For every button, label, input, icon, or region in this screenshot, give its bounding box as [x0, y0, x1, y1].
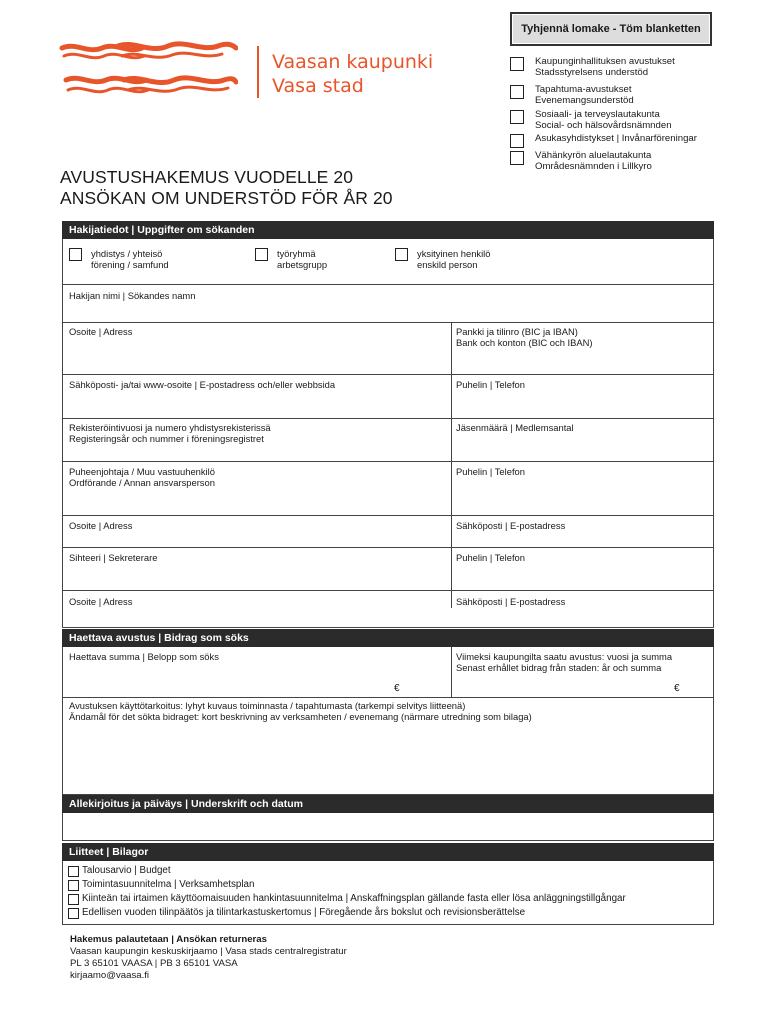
chair-address-field[interactable] [63, 532, 450, 546]
return-postal-address: PL 3 65101 VAASA | PB 3 65101 VASA [70, 958, 238, 969]
bank-label [456, 326, 593, 349]
category-option-social-health[interactable] [510, 109, 730, 131]
checkbox[interactable] [395, 248, 408, 261]
return-email: kirjaamo@vaasa.fi [70, 970, 150, 981]
secretary-email-field[interactable] [452, 608, 713, 626]
category-option-event[interactable] [510, 84, 730, 106]
clear-form-button[interactable] [510, 12, 712, 46]
chair-label-sv: Ordförande / Annan ansvarsperson [69, 477, 215, 489]
logo-divider [257, 46, 259, 98]
row-divider [62, 374, 714, 375]
checkbox[interactable] [68, 866, 79, 877]
amount-field[interactable] [63, 664, 450, 696]
chair-email-field[interactable] [452, 532, 713, 546]
category-label: Evenemangsunderstöd [535, 95, 634, 107]
registry-label [69, 422, 271, 445]
registry-field[interactable] [63, 446, 450, 460]
attachment-label: Edellisen vuoden tilinpäätös ja tilintarkastuskertomus | Föregående års bokslut och revisionsberättelse [82, 907, 526, 918]
secretary-label: Sihteeri | Sekreterare [69, 552, 158, 563]
signature-field[interactable] [63, 813, 713, 840]
purpose-label-fi: Avustuksen käyttötarkoitus: lyhyt kuvaus toiminnasta / tapahtumasta (tarkempi selvitys liitteenä) [69, 700, 466, 711]
applicant-name-label: Hakijan nimi | Sökandes namn [69, 290, 196, 301]
row-divider [62, 284, 714, 285]
checkbox[interactable] [69, 248, 82, 261]
row-divider [62, 461, 714, 462]
row-divider [62, 697, 714, 698]
row-divider [62, 590, 714, 591]
members-field[interactable] [452, 436, 713, 460]
checkbox[interactable] [68, 880, 79, 891]
category-label: Vähänkyrön aluelautakunta [535, 150, 652, 161]
attachment-label: Kiinteän tai irtaimen käyttöomaisuuden hankintasuunnitelma | Anskaffningsplan gällande fasta eller lösa anläggningstillgångar [82, 893, 626, 904]
category-label: Asukasyhdistykset | Invånarföreningar [535, 133, 697, 144]
row-divider [62, 418, 714, 419]
secretary-address-field[interactable] [63, 608, 450, 626]
city-logo-waves-icon [58, 40, 238, 104]
attachment-label: Toimintasuunnitelma | Verksamhetsplan [82, 879, 255, 890]
registry-label-sv: Registeringsår och nummer i föreningsregistret [69, 433, 264, 445]
purpose-label [69, 700, 532, 723]
checkbox[interactable] [510, 85, 524, 99]
phone-field[interactable] [452, 392, 713, 416]
amount-label: Haettava summa | Belopp som söks [69, 651, 219, 662]
checkbox[interactable] [510, 134, 524, 148]
form-title-finnish: AVUSTUSHAKEMUS VUODELLE 20 [60, 167, 354, 187]
attachment-option-acquisition[interactable] [68, 893, 626, 905]
purpose-label-sv: Ändamål för det sökta bidraget: kort beskrivning av verksamheten / evenemang (närmare utredning som bilaga) [69, 711, 532, 723]
category-label: Sosiaali- ja terveyslautakunta [535, 109, 660, 120]
checkbox[interactable] [68, 908, 79, 919]
chair-label [69, 466, 215, 489]
chair-phone-field[interactable] [452, 480, 713, 514]
secretary-field[interactable] [63, 565, 450, 589]
secretary-email-label: Sähköposti | E-postadress [456, 596, 566, 607]
chair-email-label: Sähköposti | E-postadress [456, 520, 566, 531]
checkbox[interactable] [510, 57, 524, 71]
amount-currency: € [394, 683, 400, 694]
last-grant-label-fi: Viimeksi kaupungilta saatu avustus: vuosi ja summa [456, 651, 673, 662]
clear-form-button-label: Tyhjennä lomake - Töm blanketten [521, 23, 701, 35]
applicant-type-association[interactable] [69, 248, 169, 270]
row-divider [62, 322, 714, 323]
applicant-name-field[interactable] [63, 302, 713, 320]
bank-account-field[interactable] [452, 350, 713, 372]
applicant-type-label: enskild person [417, 259, 478, 271]
checkbox[interactable] [68, 894, 79, 905]
last-grant-currency: € [674, 683, 680, 694]
category-label: Tapahtuma-avustukset [535, 84, 632, 95]
members-label: Jäsenmäärä | Medlemsantal [456, 422, 574, 433]
section-heading-grant: Haettava avustus | Bidrag som söks [62, 629, 714, 647]
row-divider [62, 515, 714, 516]
applicant-type-label: förening / samfund [91, 259, 169, 271]
category-label: Områdesnämnden i Lillkyro [535, 161, 652, 173]
bank-label-sv: Bank och konton (BIC och IBAN) [456, 337, 593, 349]
category-label: Social- och hälsovårdsnämnden [535, 120, 672, 132]
section-heading-signature: Allekirjoitus ja päiväys | Underskrift och datum [62, 795, 714, 813]
logo-text-swedish: Vasa stad [272, 75, 364, 97]
category-label: Kaupunginhallituksen avustukset [535, 56, 675, 67]
attachment-option-plan[interactable] [68, 879, 254, 891]
row-divider [62, 547, 714, 548]
chair-label-fi: Puheenjohtaja / Muu vastuuhenkilö [69, 466, 215, 477]
form-title-swedish: ANSÖKAN OM UNDERSTÖD FÖR ÅR 20 [60, 188, 393, 208]
logo-text-finnish: Vaasan kaupunki [272, 51, 434, 73]
checkbox[interactable] [510, 151, 524, 165]
secretary-address-label: Osoite | Adress [69, 596, 133, 607]
section-heading-applicant: Hakijatiedot | Uppgifter om sökanden [62, 221, 714, 239]
section-heading-attachments: Liitteet | Bilagor [62, 843, 714, 861]
phone-label: Puhelin | Telefon [456, 379, 525, 390]
address-field[interactable] [63, 338, 450, 372]
bank-label-fi: Pankki ja tilinro (BIC ja IBAN) [456, 326, 578, 337]
applicant-type-label: työryhmä [277, 248, 316, 259]
email-web-label: Sähköposti- ja/tai www-osoite | E-postadress och/eller webbsida [69, 379, 336, 390]
applicant-type-label: arbetsgrupp [277, 259, 328, 271]
category-option-lillkyro[interactable] [510, 150, 730, 172]
address-label: Osoite | Adress [69, 326, 133, 337]
secretary-phone-field[interactable] [452, 565, 713, 589]
return-heading: Hakemus palautetaan | Ansökan returneras [70, 934, 267, 945]
attachment-label: Talousarvio | Budget [82, 865, 171, 876]
email-web-field[interactable] [63, 392, 450, 416]
chair-field[interactable] [63, 490, 450, 514]
category-option-residents[interactable] [510, 133, 730, 148]
purpose-textarea[interactable] [63, 724, 713, 794]
secretary-phone-label: Puhelin | Telefon [456, 552, 525, 563]
last-grant-label [456, 651, 672, 674]
category-label: Stadsstyrelsens understöd [535, 67, 649, 79]
last-grant-label-sv: Senast erhållet bidrag från staden: år och summa [456, 662, 662, 674]
return-registry: Vaasan kaupungin keskuskirjaamo | Vasa stads centralregistratur [70, 946, 347, 957]
attachment-option-financial-statement[interactable] [68, 907, 525, 919]
applicant-type-label: yksityinen henkilö [417, 248, 491, 259]
checkbox[interactable] [510, 110, 524, 124]
chair-phone-label: Puhelin | Telefon [456, 466, 525, 477]
applicant-type-label: yhdistys / yhteisö [91, 248, 163, 259]
applicant-type-private-person[interactable] [395, 248, 490, 270]
attachment-option-budget[interactable] [68, 865, 171, 877]
category-option-city-board[interactable] [510, 56, 730, 78]
chair-address-label: Osoite | Adress [69, 520, 133, 531]
applicant-type-workgroup[interactable] [255, 248, 327, 270]
checkbox[interactable] [255, 248, 268, 261]
registry-label-fi: Rekisteröintivuosi ja numero yhdistysrekisterissä [69, 422, 271, 433]
